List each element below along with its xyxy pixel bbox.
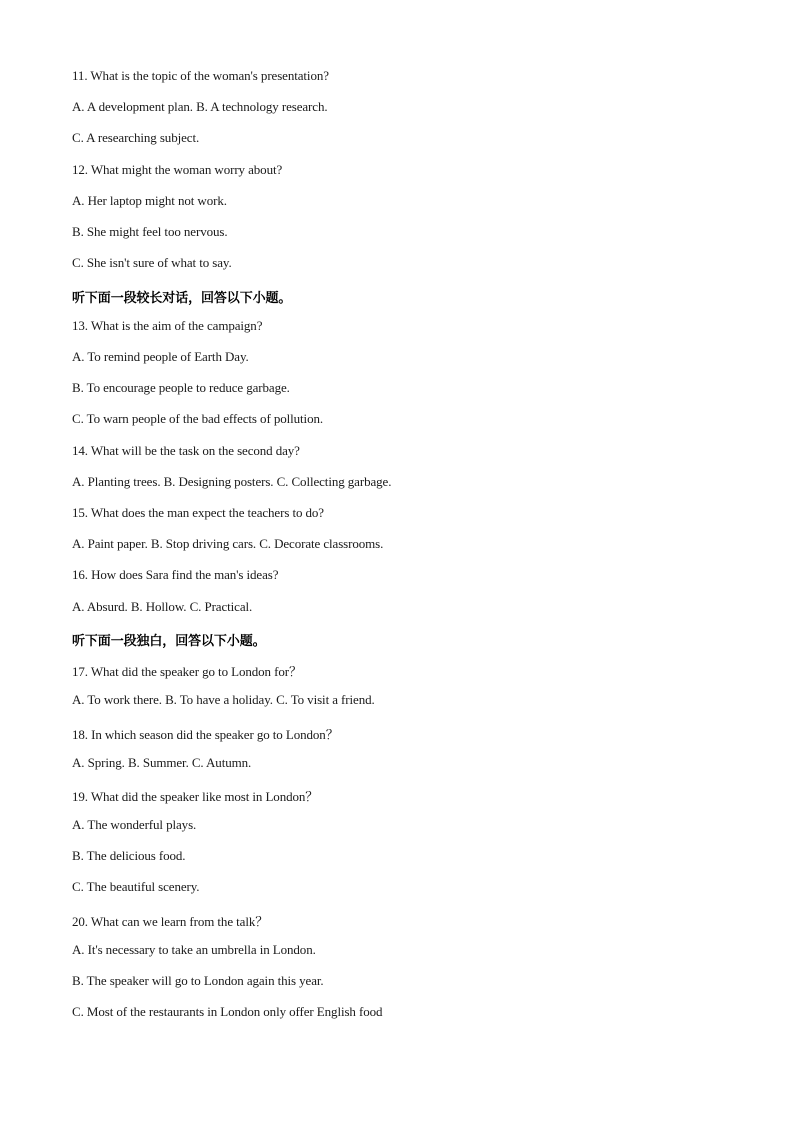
option-line: C. She isn't sure of what to say. [72,255,232,270]
option-line: A. Planting trees. B. Designing posters. C. Collecting garbage. [72,474,392,489]
option-line: B. The speaker will go to London again this year. [72,973,324,988]
option-line: A. To work there. B. To have a holiday. C. To visit a friend. [72,692,375,707]
option-line: A. The wonderful plays. [72,817,197,832]
option-line: C. The beautiful scenery. [72,879,200,894]
option-line: A. Paint paper. B. Stop driving cars. C. Decorate classrooms. [72,536,384,551]
option-line: C. A researching subject. [72,130,200,145]
option-line: A. A development plan. B. A technology research. [72,99,328,114]
question-11: 11. What is the topic of the woman's presentation? [72,68,329,83]
option-line: B. The delicious food. [72,848,186,863]
question-16: 16. How does Sara find the man's ideas? [72,567,279,582]
question-14: 14. What will be the task on the second day? [72,443,300,458]
section-heading: 听下面一段较长对话，回答以下小题。 [72,291,292,306]
option-line: A. To remind people of Earth Day. [72,349,249,364]
question-19: 19. What did the speaker like most in London？ [72,789,319,804]
option-line: A. Absurd. B. Hollow. C. Practical. [72,599,253,614]
question-18: 18. In which season did the speaker go to London？ [72,727,339,742]
option-line: A. It's necessary to take an umbrella in London. [72,942,316,957]
option-line: C. Most of the restaurants in London only offer English food [72,1004,383,1019]
question-13: 13. What is the aim of the campaign? [72,318,263,333]
question-12: 12. What might the woman worry about? [72,162,283,177]
option-line: B. To encourage people to reduce garbage. [72,380,290,395]
question-17: 17. What did the speaker go to London for？ [72,664,302,679]
question-15: 15. What does the man expect the teachers to do? [72,505,324,520]
option-line: A. Spring. B. Summer. C. Autumn. [72,755,252,770]
section-heading: 听下面一段独白，回答以下小题。 [72,634,266,649]
option-line: A. Her laptop might not work. [72,193,227,208]
option-line: B. She might feel too nervous. [72,224,228,239]
question-20: 20. What can we learn from the talk？ [72,914,269,929]
option-line: C. To warn people of the bad effects of pollution. [72,411,324,426]
